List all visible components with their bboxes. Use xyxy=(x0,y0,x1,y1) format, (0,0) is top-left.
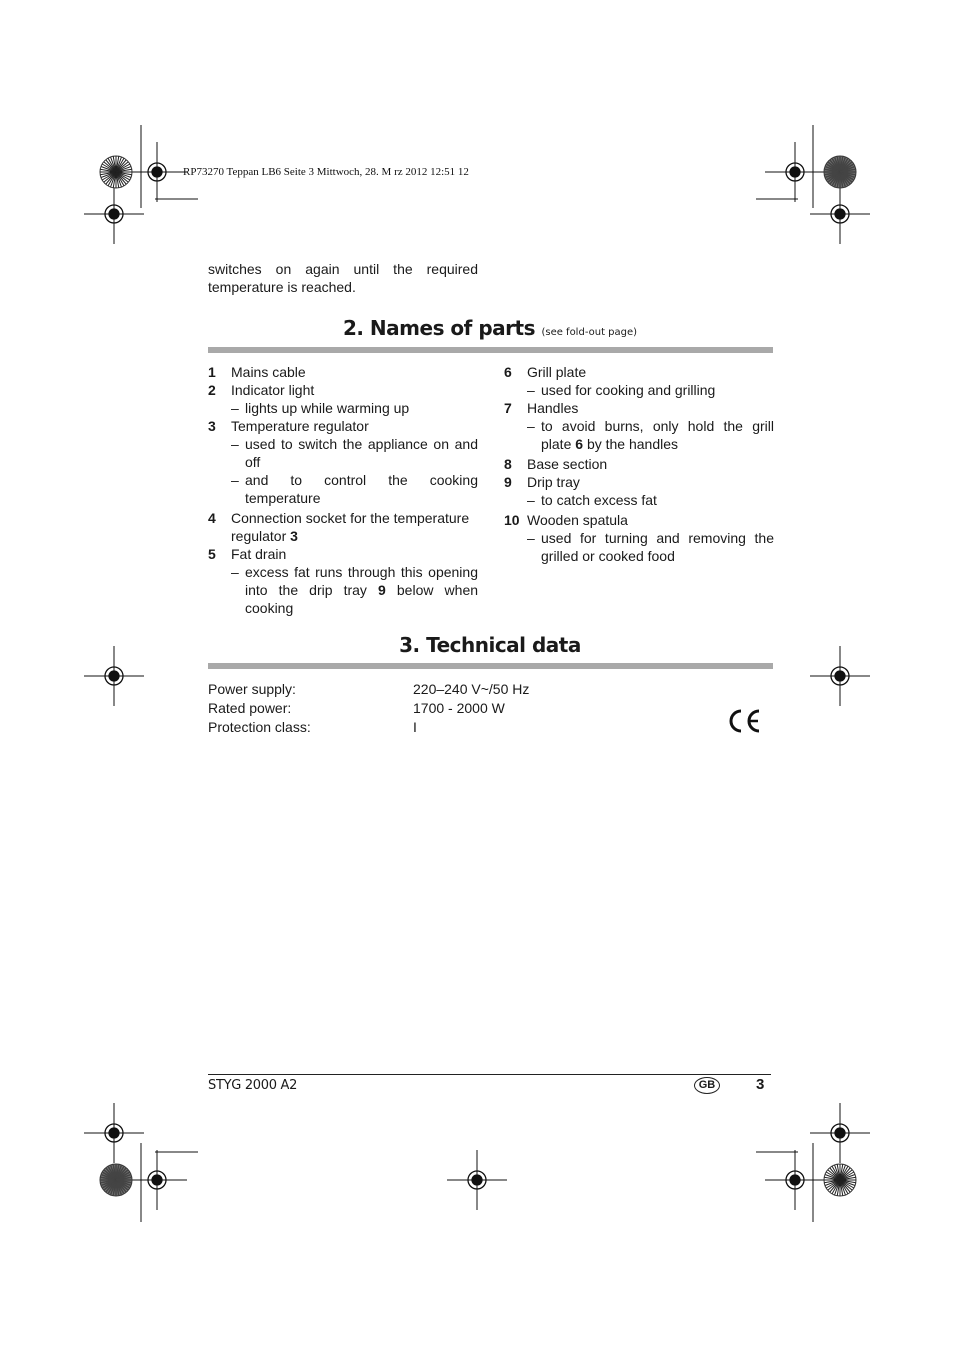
registration-mark-icon xyxy=(84,646,144,706)
ce-mark-icon xyxy=(726,707,762,735)
part-item: 7 Handles xyxy=(504,400,579,416)
fold-out-note: (see fold-out page) xyxy=(541,327,638,338)
intro-line-2: temperature is reached. xyxy=(208,279,356,295)
registration-mark-icon xyxy=(84,184,144,244)
part-item: 3 Temperature regulator xyxy=(208,418,369,434)
part-detail: – to catch excess fat xyxy=(527,492,657,508)
technical-data-table xyxy=(208,680,529,737)
tech-row: Protection class: I xyxy=(208,719,417,735)
section-rule xyxy=(208,347,773,353)
color-wheel-icon xyxy=(824,1164,856,1196)
registration-mark-icon xyxy=(127,1150,187,1210)
parts-list-left xyxy=(208,363,478,617)
registration-mark-icon xyxy=(765,1150,825,1210)
registration-mark-icon xyxy=(127,142,187,202)
intro-line-1: switches on again until the required xyxy=(208,261,478,277)
part-detail: – used for turning and removing the grilled or cooked food xyxy=(527,530,774,564)
parts-list-right xyxy=(504,363,774,565)
part-item: 10 Wooden spatula xyxy=(504,512,628,528)
part-item: 9 Drip tray xyxy=(504,474,580,490)
color-wheel-icon xyxy=(100,1164,132,1196)
section-rule xyxy=(208,663,773,669)
registration-mark-icon xyxy=(810,646,870,706)
registration-mark-icon xyxy=(810,1103,870,1163)
names-of-parts-heading xyxy=(208,316,772,340)
part-item: 8 Base section xyxy=(504,456,608,472)
registration-mark-icon xyxy=(810,184,870,244)
part-detail: – excess fat runs through this opening into the drip tray 9 below when cooking xyxy=(231,564,479,616)
names-of-parts-title: 2. Names of parts xyxy=(342,316,535,340)
part-item: 4 Connection socket for the temperature regulator 3 xyxy=(208,510,470,544)
part-detail: – used for cooking and grilling xyxy=(527,382,716,398)
intro-text xyxy=(208,260,478,296)
language-badge: GB xyxy=(694,1077,720,1094)
tech-row: Power supply: 220–240 V~/50 Hz xyxy=(208,681,530,697)
technical-data-heading: 3. Technical data xyxy=(399,633,581,657)
registration-mark-icon xyxy=(765,142,825,202)
part-item: 6 Grill plate xyxy=(504,364,587,380)
page-number: 3 xyxy=(756,1076,765,1093)
model-number: STYG 2000 A2 xyxy=(208,1078,298,1093)
registration-mark-icon xyxy=(84,1103,144,1163)
print-header: RP73270 Teppan LB6 Seite 3 Mittwoch, 28. M rz 2012 12:51 12 xyxy=(183,166,469,178)
footer-rule xyxy=(208,1074,771,1075)
part-detail: – lights up while warming up xyxy=(231,400,410,416)
registration-mark-icon xyxy=(447,1150,507,1210)
color-wheel-icon xyxy=(100,156,132,188)
part-item: 5 Fat drain xyxy=(208,546,287,562)
part-detail: – to avoid burns, only hold the grill plate 6 by the handles xyxy=(527,418,774,452)
part-item: 1 Mains cable xyxy=(208,364,306,380)
part-detail: – and to control the cooking temperature xyxy=(231,472,478,506)
color-wheel-icon xyxy=(824,156,856,188)
tech-row: Rated power: 1700 - 2000 W xyxy=(208,700,505,716)
part-item: 2 Indicator light xyxy=(208,382,315,398)
part-detail: – used to switch the appliance on and off xyxy=(231,436,478,470)
